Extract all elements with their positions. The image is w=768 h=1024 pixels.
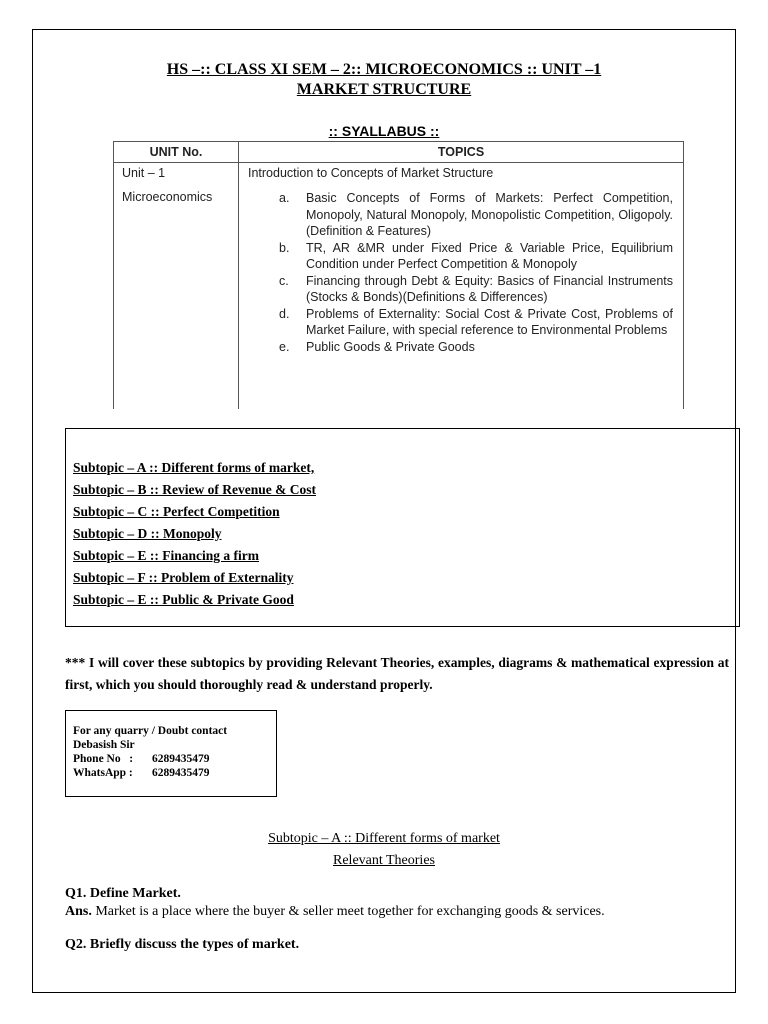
question-2: Q2. Briefly discuss the types of market. — [65, 937, 300, 952]
subtopic-item: Subtopic – F :: Problem of Externality — [73, 570, 294, 585]
coverage-note: *** I will cover these subtopics by providing Relevant Theories, examples, diagrams & mathematical expression at first, which you should thoroughly read & understand properly. — [65, 655, 729, 692]
unit-cell — [114, 163, 239, 410]
section-subheading: Relevant Theories — [333, 853, 435, 868]
document-subtitle: MARKET STRUCTURE — [296, 81, 472, 98]
contact-whatsapp-row — [73, 766, 276, 780]
subtopic-item: Subtopic – A :: Different forms of market, — [73, 460, 315, 475]
topic-text: TR, AR &MR under Fixed Price & Variable Price, Equilibrium Condition under Perfect Competition & Monopoly — [306, 240, 673, 271]
contact-intro: For any quarry / Doubt contact — [73, 725, 228, 737]
topics-intro: Introduction to Concepts of Market Structure — [248, 166, 494, 180]
topic-item — [247, 339, 673, 356]
document-title: HS –:: CLASS XI SEM – 2:: MICROECONOMICS :: UNIT –1 — [166, 61, 602, 78]
topic-letter: e. — [279, 339, 290, 354]
topic-text: Problems of Externality: Social Cost & Private Cost, Problems of Market Failure, with special reference to Environmental Problems — [306, 306, 673, 337]
phone-label: Phone No : — [73, 753, 134, 765]
topic-list — [247, 190, 673, 355]
subtopic-item: Subtopic – C :: Perfect Competition — [73, 504, 280, 519]
topic-text: Basic Concepts of Forms of Markets: Perfect Competition, Monopoly, Natural Monopoly, Monopolistic Competition, Oligopoly. (Definition & Features) — [306, 191, 673, 238]
topic-letter: a. — [279, 191, 290, 205]
column-header-unit: UNIT No. — [114, 142, 239, 163]
topic-letter: d. — [279, 306, 290, 321]
topic-text: Financing through Debt & Equity: Basics of Financial Instruments (Stocks & Bonds)(Definitions & Differences) — [306, 273, 673, 304]
unit-subject: Microeconomics — [122, 190, 213, 204]
syllabus-table — [113, 141, 684, 409]
answer-label: Ans. — [65, 904, 92, 919]
subtopic-list — [73, 457, 316, 611]
contact-phone-row — [73, 752, 276, 766]
topic-letter: b. — [279, 240, 290, 255]
topic-letter: c. — [279, 273, 289, 288]
topic-text: Public Goods & Private Goods — [306, 339, 475, 354]
column-header-topics: TOPICS — [239, 142, 684, 163]
phone-number: 6289435479 — [152, 753, 210, 765]
topics-cell — [239, 163, 684, 410]
topic-item — [247, 190, 673, 240]
topic-item — [247, 240, 673, 273]
topic-item — [247, 273, 673, 306]
subtopic-box — [65, 428, 740, 627]
answer-1 — [65, 904, 605, 920]
whatsapp-label: WhatsApp : — [73, 767, 133, 779]
contact-box — [65, 710, 277, 797]
whatsapp-number: 6289435479 — [152, 767, 210, 779]
syllabus-heading: :: SYALLABUS :: — [328, 123, 440, 139]
question-1: Q1. Define Market. — [65, 886, 181, 901]
subtopic-item: Subtopic – E :: Financing a firm — [73, 548, 260, 563]
answer-text: Market is a place where the buyer & seller meet together for exchanging goods & services. — [91, 904, 605, 919]
subtopic-item: Subtopic – B :: Review of Revenue & Cost — [73, 482, 316, 497]
subtopic-item: Subtopic – D :: Monopoly — [73, 526, 222, 541]
subtopic-item: Subtopic – E :: Public & Private Good — [73, 592, 294, 607]
section-heading: Subtopic – A :: Different forms of market — [268, 831, 500, 846]
topic-item — [247, 306, 673, 339]
unit-number: Unit – 1 — [122, 166, 166, 180]
contact-name: Debasish Sir — [73, 739, 135, 751]
